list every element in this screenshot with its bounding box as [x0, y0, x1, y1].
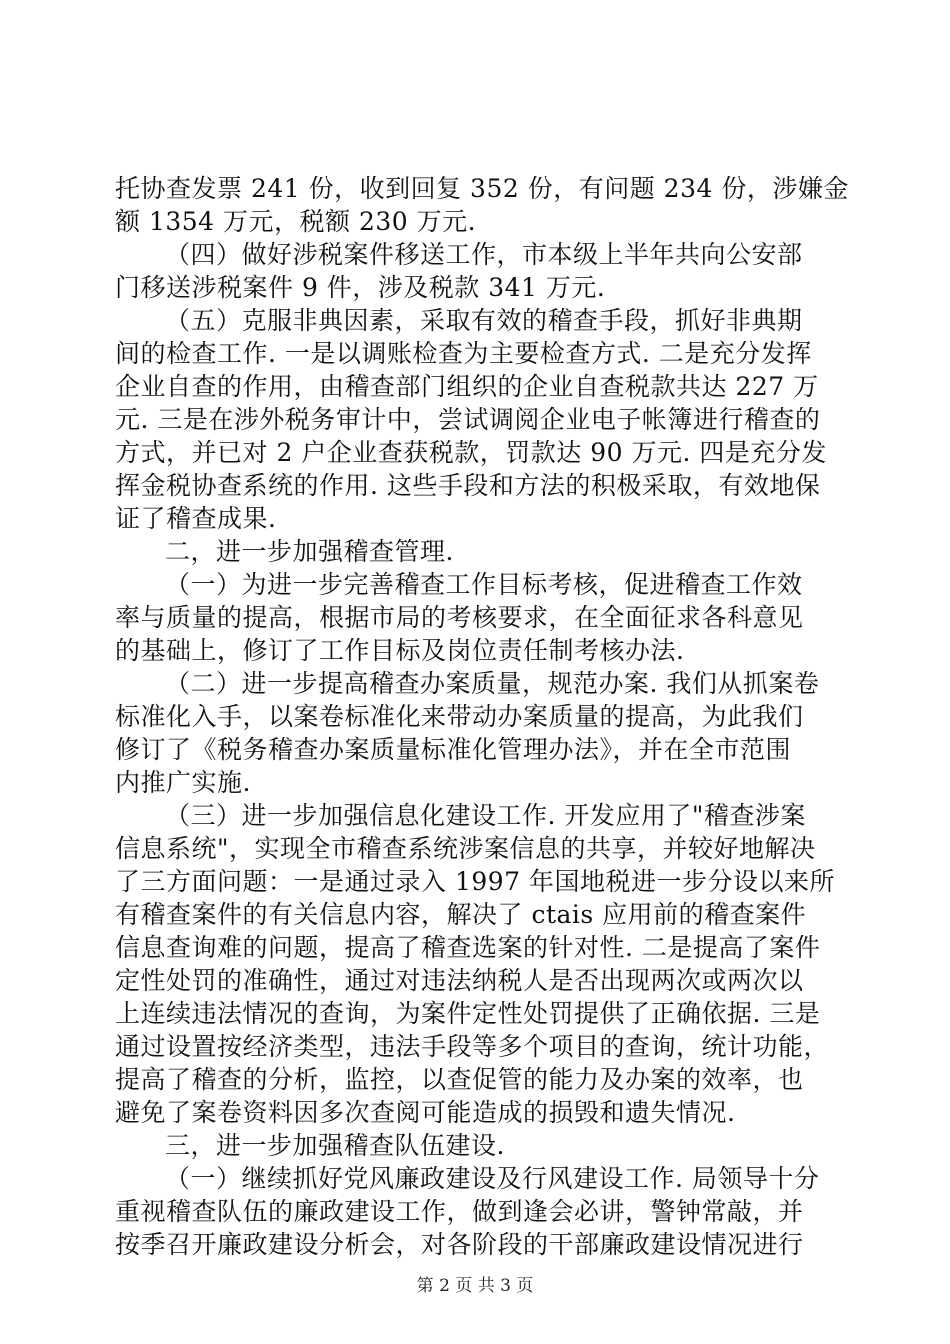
text-line: 信息系统"，实现全市稽查系统涉案信息的共享，并较好地解决 — [115, 834, 816, 863]
text-line: 方式，并已对 2 户企业查获税款，罚款达 90 万元. 四是充分发 — [115, 438, 827, 467]
text-line: 挥金税协查系统的作用. 这些手段和方法的积极采取，有效地保 — [115, 471, 821, 500]
text-line: 了三方面问题：一是通过录入 1997 年国地税进一步分设以来所 — [115, 867, 836, 896]
text-line: 三，进一步加强稽查队伍建设. — [165, 1131, 505, 1160]
text-line: （四）做好涉税案件移送工作，市本级上半年共向公安部 — [165, 240, 803, 269]
text-line: 二，进一步加强稽查管理. — [165, 537, 454, 566]
text-line: 企业自查的作用，由稽查部门组织的企业自查税款共达 227 万 — [115, 372, 819, 401]
text-line: 避免了案卷资料因多次查阅可能造成的损毁和遗失情况. — [115, 1098, 736, 1127]
text-line: （五）克服非典因素，采取有效的稽查手段，抓好非典期 — [165, 306, 803, 335]
text-line: 率与质量的提高，根据市局的考核要求，在全面征求各科意见 — [115, 603, 804, 632]
text-line: 门移送涉税案件 9 件，涉及税款 341 万元. — [115, 273, 606, 302]
text-line: 证了稽查成果. — [115, 504, 277, 533]
text-line: 定性处罚的准确性，通过对违法纳税人是否出现两次或两次以 — [115, 966, 804, 995]
page-footer: 第 2 页 共 3 页 — [416, 1276, 534, 1296]
text-line: 内推广实施. — [115, 768, 251, 797]
text-line: 修订了《税务稽查办案质量标准化管理办法》，并在全市范围 — [115, 735, 792, 764]
text-line: （一）继续抓好党风廉政建设及行风建设工作. 局领导十分 — [165, 1164, 820, 1193]
text-line: （三）进一步加强信息化建设工作. 开发应用了"稽查涉案 — [165, 801, 806, 830]
document-body — [115, 172, 849, 1261]
text-line: 托协查发票 241 份，收到回复 352 份，有问题 234 份，涉嫌金 — [115, 174, 849, 203]
text-line: 元. 三是在涉外税务审计中，尝试调阅企业电子帐簿进行稽查的 — [115, 405, 821, 434]
text-line: 上连续违法情况的查询，为案件定性处罚提供了正确依据. 三是 — [115, 999, 821, 1028]
text-line: 通过设置按经济类型，违法手段等多个项目的查询，统计功能， — [115, 1032, 830, 1061]
text-line: 重视稽查队伍的廉政建设工作，做到逢会必讲，警钟常敲，并 — [115, 1197, 804, 1226]
text-line: （一）为进一步完善稽查工作目标考核，促进稽查工作效 — [165, 570, 803, 599]
text-line: 有稽查案件的有关信息内容，解决了 ctais 应用前的稽查案件 — [115, 900, 807, 929]
text-line: 提高了稽查的分析，监控，以查促管的能力及办案的效率，也 — [115, 1065, 804, 1094]
text-line: 间的检查工作. 一是以调账检查为主要检查方式. 二是充分发挥 — [115, 339, 812, 368]
text-line: 信息查询难的问题，提高了稽查选案的针对性. 二是提高了案件 — [115, 933, 821, 962]
text-line: 的基础上，修订了工作目标及岗位责任制考核办法. — [115, 636, 685, 665]
text-line: 按季召开廉政建设分析会，对各阶段的干部廉政建设情况进行 — [115, 1230, 804, 1259]
text-line: 标准化入手，以案卷标准化来带动办案质量的提高，为此我们 — [115, 702, 804, 731]
text-line: （二）进一步提高稽查办案质量，规范办案. 我们从抓案卷 — [165, 669, 820, 698]
text-line: 额 1354 万元，税额 230 万元. — [115, 207, 477, 236]
